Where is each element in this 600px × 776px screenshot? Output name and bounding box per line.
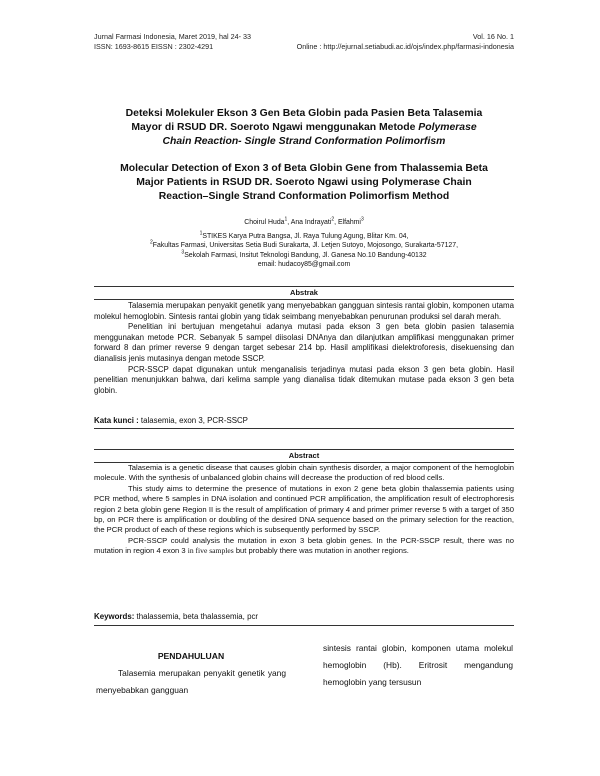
abstract-heading-box <box>94 449 514 458</box>
abstract-paragraph-2: This study aims to determine the presence of mutations in exon 2 gene beta globin thalassemia patients using PCR method, where 5 samples in DNA isolation and continued PCR amplification, the amplification result of electrophoresis region 2 beta globin gene Region II is the result of amplification of primary 4 and primer primer reverse 5 with a target of 350 bp, on PCR there is amplification or doubling of the desired DNA sequence based on the primary selection for the reaction, the PCR product of each of these regions which is subsequently performed by SSCP. <box>94 483 514 535</box>
title-indonesian <box>90 107 518 149</box>
keywords: Keywords: thalassemia, beta thalassemia, pcr <box>94 612 259 621</box>
affiliation-3: $^3$Sekolah Farmasi, Insitut Teknologi Bandung, Jl. Ganesa No.10 Bandung-40132 <box>181 249 427 259</box>
kata-kunci: Kata kunci : talasemia, exon 3, PCR-SSCP <box>94 416 248 425</box>
abstrak-paragraph-3: PCR-SSCP dapat digunakan untuk menganalisis terjadinya mutasi pada ekson 3 gen beta globin. Hasil penelitian menunjukkan bahwa, dari kelima sample yang dianalisa tidak ditemukan mutase pada ekson 3 gen beta globin. <box>94 364 514 395</box>
body-column-right <box>323 640 513 691</box>
abstrak-paragraph-1: Talasemia merupakan penyakit genetik yang menyebabkan gangguan sintesis rantai globin, komponen utama molekul hemoglobin. Sintesis rantai globin yang tidak seimbang menyebabkan penurunan produksi sel darah merah. <box>94 301 514 321</box>
title-en-line-1: Molecular Detection of Exon 3 of Beta Globin Gene from Thalassemia Beta <box>120 163 488 174</box>
abstrak-paragraph-2: Penelitian ini bertujuan mengetahui adanya mutasi pada ekson 3 gen beta globin pasien talasemia menggunakan metode PCR. Sebanyak 5 sampel diisolasi DNAnya dan dilanjutkan amplifikasi menggunakan primer forward 8 dan primer reverse 9 dengan target sebesar 214 bp. Hasil amplifikasi dielektroforesis, disekuensing dan dianalisis jenis mutasinya dengan metode SSCP. <box>94 322 514 363</box>
journal-volume: Vol. 16 No. 1 <box>472 32 514 41</box>
section-title-pendahuluan: PENDAHULUAN <box>157 651 225 661</box>
author-names: Choirul Huda$^1$, Ana Indrayati$^2$, Elfahmi$^3$ <box>244 216 364 226</box>
title-english <box>90 162 518 204</box>
title-en-line-3: Reaction–Single Strand Conformation Polimorfism Method <box>158 191 450 202</box>
journal-header <box>94 32 514 52</box>
divider-2 <box>94 625 514 626</box>
title-id-line-1: Deteksi Molekuler Ekson 3 Gen Beta Globin pada Pasien Beta Talasemia <box>125 108 483 119</box>
intro-paragraph-right: sintesis rantai globin, komponen utama molekul hemoglobin (Hb). Eritrosit mengandung hemoglobin yang tersusun <box>323 643 513 687</box>
abstract-paragraph-1: Talasemia is a genetic disease that causes globin chain synthesis disorder, a major component of the hemoglobin molecule. With the synthesis of unbalanced globin chains will decrease the production of red blood cells. <box>94 463 514 483</box>
author-email[interactable]: email: hudacoy85@gmail.com <box>257 261 351 268</box>
body-column-left <box>96 648 286 699</box>
authors-block <box>90 218 518 270</box>
abstract-body <box>94 463 514 557</box>
abstrak-heading: Abstrak <box>94 287 514 300</box>
title-id-line-2: Mayor di RSUD DR. Soeroto Ngawi menggunakan Metode Polymerase <box>131 122 477 133</box>
abstract-heading: Abstract <box>94 450 514 463</box>
affiliation-1: $^1$STIKES Karya Putra Bangsa, Jl. Raya Tulung Agung, Blitar Km. 04, <box>199 230 409 240</box>
title-en-line-2: Major Patients in RSUD DR. Soeroto Ngawi using Polymerase Chain <box>136 177 472 188</box>
abstract-paragraph-3: PCR-SSCP could analysis the mutation in exon 3 beta globin genes. In the PCR-SSCP result, there was no mutation in region 4 exon 3 in five samples but probably there was mutation in another regions. <box>94 535 514 556</box>
journal-online-url[interactable]: Online : http://ejurnal.setiabudi.ac.id/ojs/index.php/farmasi-indonesia <box>296 42 514 51</box>
journal-issn: ISSN: 1693-8615 EISSN : 2302-4291 <box>94 42 214 51</box>
abstrak-body <box>94 301 514 396</box>
title-id-line-3: Chain Reaction- Single Strand Conformation Polimorfism <box>162 136 446 147</box>
intro-paragraph-left: Talasemia merupakan penyakit genetik yang menyebabkan gangguan <box>96 668 286 695</box>
divider-1 <box>94 428 514 429</box>
journal-citation: Jurnal Farmasi Indonesia, Maret 2019, hal 24- 33 <box>94 32 252 41</box>
affiliation-2: $^2$Fakultas Farmasi, Universitas Setia Budi Surakarta, Jl. Letjen Sutoyo, Mojosongo, Surakarta-57127, <box>149 239 459 249</box>
